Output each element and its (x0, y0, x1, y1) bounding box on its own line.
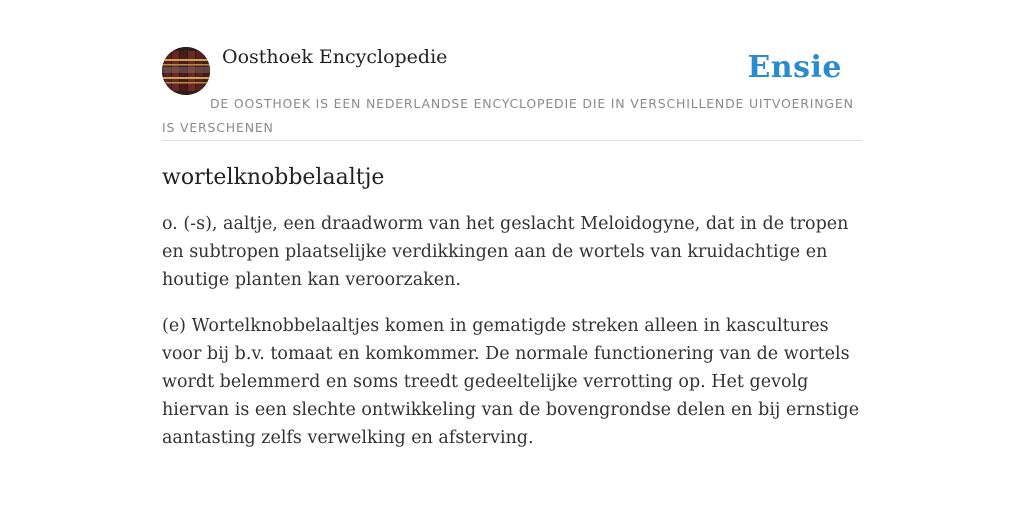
source-avatar[interactable] (162, 47, 210, 95)
entry-term: wortelknobbelaaltje (162, 165, 385, 190)
entry-paragraph: (e) Wortelknobbelaaltjes komen in gematigde streken alleen in kascultures voor bij b.v. tomaat en komkommer. De normale functionering van de wortels wordt belemmerd en soms treedt gedeeltelijke verrotting op. Het gevolg hiervan is een slechte ontwikkeling van de bovengrondse delen en bij ernstige aantasting zelfs verwelking en afsterving. (162, 316, 860, 448)
encyclopedia-books-icon (162, 47, 210, 95)
entry-paragraph: o. (-s), aaltje, een draadworm van het geslacht Meloidogyne, dat in de tropen en subtropen plaatselijke verdikkingen aan de wortels van kruidachtige en houtige planten kan veroorzaken. (162, 214, 849, 290)
source-header (162, 46, 862, 141)
source-name[interactable]: Oosthoek Encyclopedie (222, 46, 448, 68)
ensie-logo[interactable]: Ensie (747, 50, 842, 85)
source-description: DE OOSTHOEK IS EEN NEDERLANDSE ENCYCLOPEDIE DIE IN VERSCHILLENDE UITVOERINGEN IS VERSCHENEN (162, 96, 854, 135)
entry-content (162, 160, 862, 470)
